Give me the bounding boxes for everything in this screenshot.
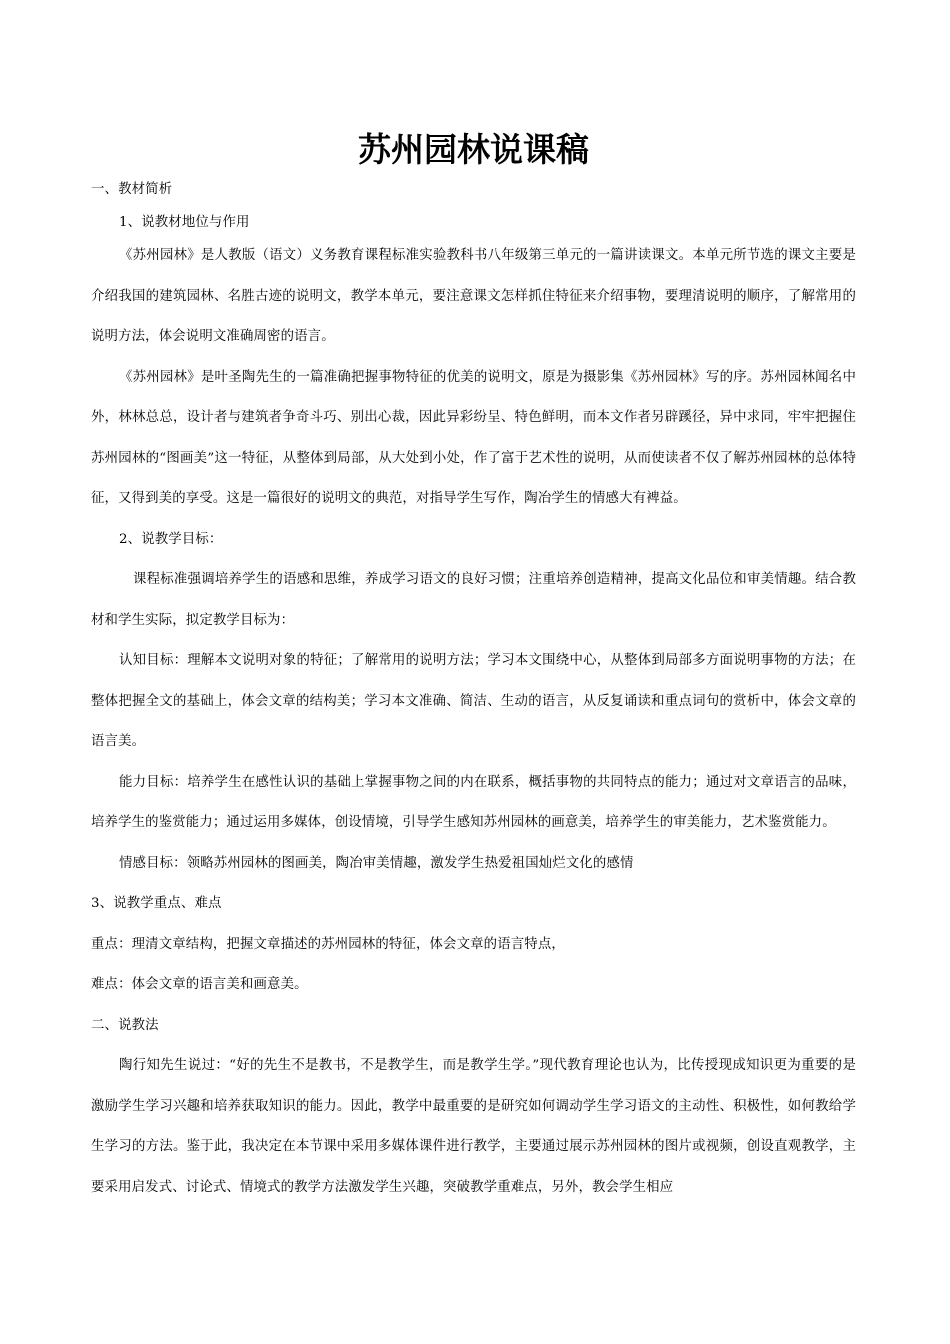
section-heading-1: 一、教材简析: [91, 182, 173, 197]
section-heading-2: 二、说教法: [91, 1017, 159, 1033]
paragraph-difficult-point: 难点：体会文章的语言美和画意美。: [91, 977, 308, 992]
subsection-heading-1-3: 3、说教学重点、难点: [91, 896, 222, 911]
document-title: 苏州园林说课稿: [358, 130, 589, 169]
paragraph-key-point: 重点：理清文章结构，把握文章描述的苏州园林的特征，体会文章的语言特点，: [91, 936, 565, 952]
paragraph-ability-goal: 能力目标：培养学生在感性认识的基础上掌握事物之间的内在联系，概括事物的共同特点的能力；通过对文章语言的品味，培养学生的鉴赏能力；通过运用多媒体，创设情境，引导学生感知苏州园林的画意美，培养学生的审美能力，艺术鉴赏能力。: [91, 774, 856, 830]
paragraph-material-position: 《苏州园林》是人教版（语文）义务教育课程标准实验教科书八年级第三单元的一篇讲读课文。本单元所节选的课文主要是介绍我国的建筑园林、名胜古迹的说明文，教学本单元，要注意课文怎样抓住特征来介绍事物，要理清说明的顺序，了解常用的说明方法，体会说明文准确周密的语言。: [91, 248, 856, 344]
paragraph-emotion-goal: 情感目标：领略苏州园林的图画美，陶冶审美情趣，激发学生热爱祖国灿烂文化的感情: [119, 855, 634, 871]
paragraph-cognitive-goal: 认知目标：理解本文说明对象的特征；了解常用的说明方法；学习本文围绕中心，从整体到局部多方面说明事物的方法；在整体把握全文的基础上，体会文章的结构美；学习本文准确、简洁、生动的语言，从反复诵读和重点词句的赏析中，体会文章的语言美。: [91, 653, 856, 749]
subsection-heading-1-2: 2、说教学目标：: [119, 531, 223, 547]
paragraph-teaching-method: 陶行知先生说过：“好的先生不是教书，不是教学生，而是教学生学。”现代教育理论也认为，比传授现成知识更为重要的是激励学生学习兴趣和培养获取知识的能力。因此，教学中最重要的是研究如何调动学生学习语文的主动性、积极性，如何教给学生学习的方法。鉴于此，我决定在本节课中采用多媒体课件进行教学，主要通过展示苏州园林的图片或视频，创设直观教学，主要采用启发式、讨论式、情境式的教学方法激发学生兴趣，突破教学重难点，另外，教会学生相应: [91, 1058, 856, 1195]
paragraph-curriculum-standard: 课程标准强调培养学生的语感和思维，养成学习语文的良好习惯；注重培养创造精神，提高文化品位和审美情趣。结合教材和学生实际，拟定教学目标为：: [91, 572, 856, 628]
subsection-heading-1-1: 1、说教材地位与作用: [119, 215, 250, 230]
paragraph-material-description: 《苏州园林》是叶圣陶先生的一篇准确把握事物特征的优美的说明文，原是为摄影集《苏州园林》写的序。苏州园林闻名中外，林林总总，设计者与建筑者争奇斗巧、别出心裁，因此异彩纷呈、特色鲜明，而本文作者另辟蹊径，异中求同，牢牢把握住苏州园林的“图画美”这一特征，从整体到局部，从大处到小处，作了富于艺术性的说明，从而使读者不仅了解苏州园林的总体特征，又得到美的享受。这是一篇很好的说明文的典范，对指导学生写作，陶冶学生的情感大有裨益。: [91, 369, 856, 506]
